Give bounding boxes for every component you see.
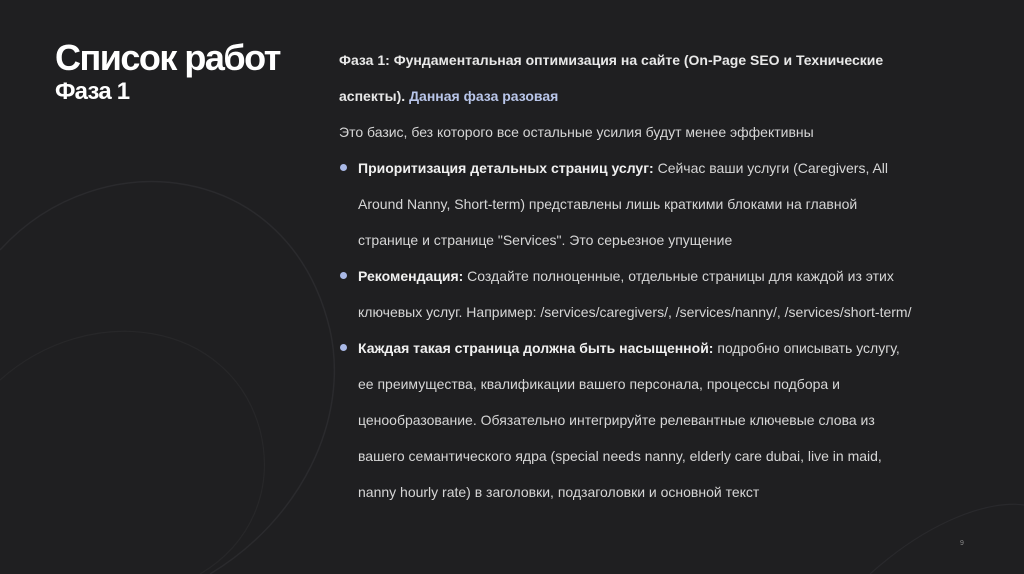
bullet-text: подробно описывать услугу, <box>713 340 900 356</box>
bullet-text: Сейчас ваши услуги (Caregivers, All <box>653 160 889 176</box>
bullet-line: Around Nanny, Short-term) представлены лишь краткими блоками на главной <box>358 196 858 212</box>
content-body <box>339 42 979 510</box>
bullet-list <box>339 150 979 510</box>
bullet-dot-icon <box>340 344 347 351</box>
bullet-item <box>339 150 979 258</box>
bullet-item <box>339 258 979 330</box>
bullet-line: ценообразование. Обязательно интегрируйте релевантные ключевые слова из <box>358 412 875 428</box>
bullet-first-line <box>358 330 979 366</box>
bullet-bold-lead: Приоритизация детальных страниц услуг: <box>358 160 654 176</box>
phase-title-line-1: Фаза 1: Фундаментальная оптимизация на сайте (On-Page SEO и Технические <box>339 52 884 68</box>
bullet-line: nanny hourly rate) в заголовки, подзаголовки и основной текст <box>358 484 760 500</box>
phase-intro: Это базис, без которого все остальные усилия будут менее эффективны <box>339 124 814 140</box>
bullet-line: ключевых услуг. Например: /services/caregivers/, /services/nanny/, /services/short-term/ <box>358 304 912 320</box>
phase-title-line-2 <box>339 78 979 114</box>
bullet-line: вашего семантического ядра (special needs nanny, elderly care dubai, live in maid, <box>358 448 882 464</box>
bullet-line: странице и странице "Services". Это серьезное упущение <box>358 232 733 248</box>
bullet-bold-lead: Каждая такая страница должна быть насыщенной: <box>358 340 714 356</box>
phase-title-end: аспекты). <box>339 88 406 104</box>
bullet-bold-lead: Рекомендация: <box>358 268 464 284</box>
bullet-dot-icon <box>340 272 347 279</box>
slide-title: Список работ <box>55 37 280 78</box>
bullet-first-line <box>358 150 979 186</box>
bullet-text: Создайте полноценные, отдельные страницы для каждой из этих <box>463 268 894 284</box>
bullet-first-line <box>358 258 979 294</box>
bullet-line: ее преимущества, квалификации вашего персонала, процессы подбора и <box>358 376 840 392</box>
slide-subtitle: Фаза 1 <box>55 78 130 105</box>
phase-note: Данная фаза разовая <box>409 88 559 104</box>
title-block <box>55 38 280 106</box>
bullet-item <box>339 330 979 510</box>
bullet-dot-icon <box>340 164 347 171</box>
page-number: 9 <box>960 540 964 547</box>
